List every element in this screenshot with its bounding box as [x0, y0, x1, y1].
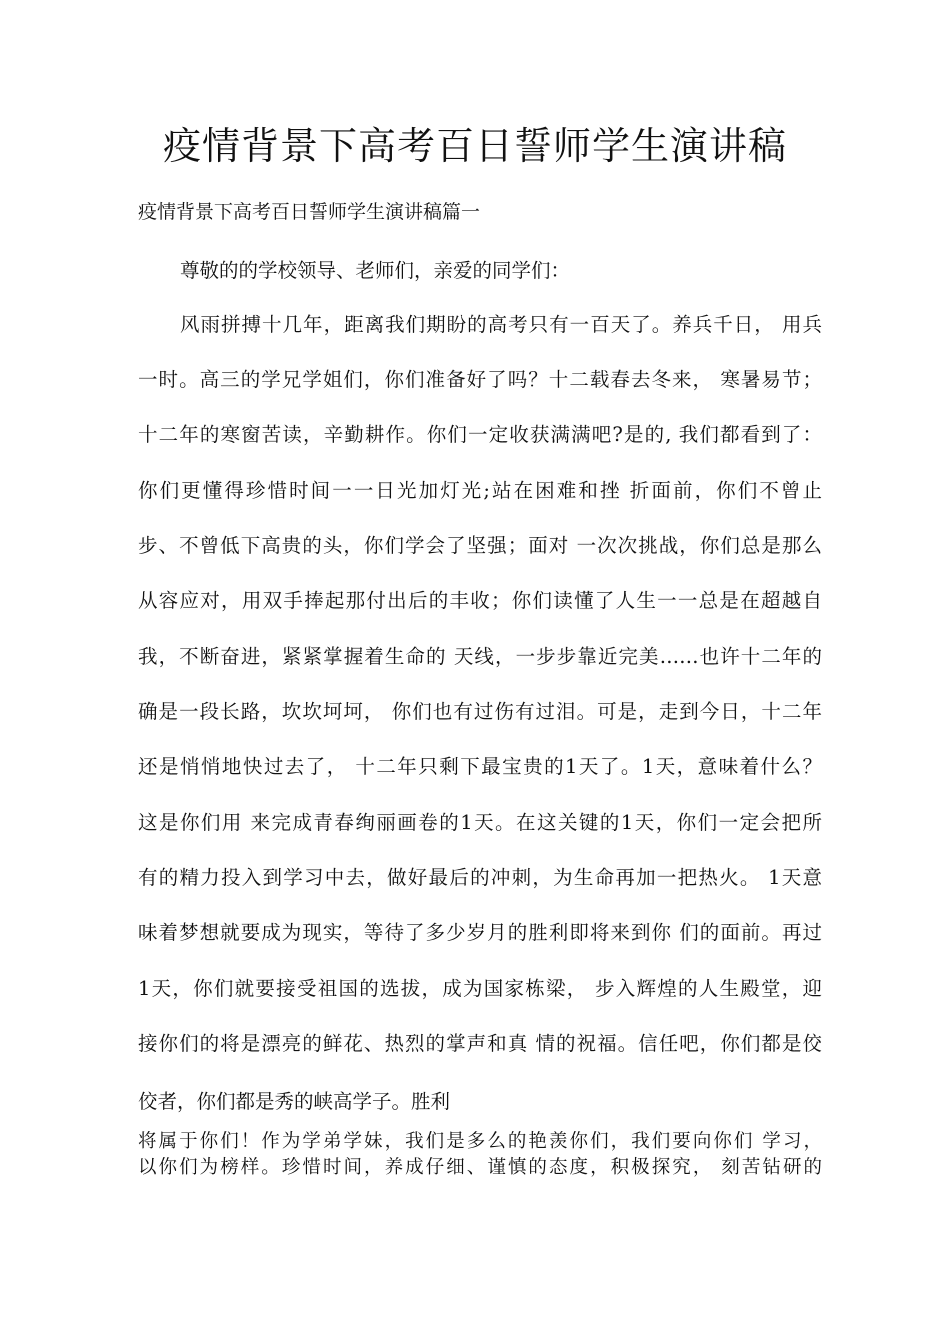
body-line: 从容应对，用双手捧起那付出后的丰收；你们读懂了人生一一总是在超越自 [138, 589, 822, 612]
body-line: 十二年的寒窗苦读，辛勤耕作。你们一定收获满满吧?是的, 我们都看到了： [138, 423, 822, 446]
body-line: 味着梦想就要成为现实，等待了多少岁月的胜利即将来到你 们的面前。再过 [138, 921, 822, 944]
document-title: 疫情背景下高考百日誓师学生演讲稿 [162, 124, 787, 168]
section-subtitle: 疫情背景下高考百日誓师学生演讲稿篇一 [138, 201, 481, 223]
body-line: 有的精力投入到学习中去，做好最后的冲刺，为生命再加一把热火。 1天意 [138, 866, 822, 889]
body-line: 我，不断奋进，紧紧掌握着生命的 天线，一步步靠近完美……也许十二年的 [138, 645, 822, 668]
body-line: 一时。高三的学兄学姐们，你们准备好了吗？十二载春去冬来， 寒暑易节； [138, 368, 822, 391]
body-line: 风雨拼搏十几年，距离我们期盼的高考只有一百天了。养兵千日， 用兵 [180, 313, 822, 336]
body-line: 接你们的将是漂亮的鲜花、热烈的掌声和真 情的祝福。信任吧，你们都是佼 [138, 1032, 822, 1055]
body-line: 这是你们用 来完成青春绚丽画卷的1天。在这关键的1天，你们一定会把所 [138, 811, 822, 834]
body-line: 确是一段长路，坎坎坷坷， 你们也有过伤有过泪。可是，走到今日，十二年 [138, 700, 822, 723]
body-line: 你们更懂得珍惜时间一一日光加灯光;站在困难和挫 折面前，你们不曾止 [138, 479, 822, 502]
tail-line: 以你们为榜样。珍惜时间，养成仔细、谨慎的态度，积极探究， 刻苦钻研的 [138, 1157, 822, 1178]
body-line: 还是悄悄地快过去了， 十二年只剩下最宝贵的1天了。1天，意味着什么？ [138, 755, 822, 778]
greeting-line: 尊敬的的学校领导、老师们，亲爱的同学们： [180, 259, 571, 282]
body-line: 步、不曾低下高贵的头，你们学会了坚强；面对 一次次挑战，你们总是那么 [138, 534, 822, 557]
tail-line: 将属于你们！作为学弟学妹，我们是多么的艳羡你们，我们要向你们 学习， [138, 1131, 822, 1152]
body-line: 佼者，你们都是秀的峡高学子。胜利 [138, 1090, 451, 1113]
body-line: 1天，你们就要接受祖国的选拔，成为国家栋梁， 步入辉煌的人生殿堂，迎 [138, 977, 822, 1000]
